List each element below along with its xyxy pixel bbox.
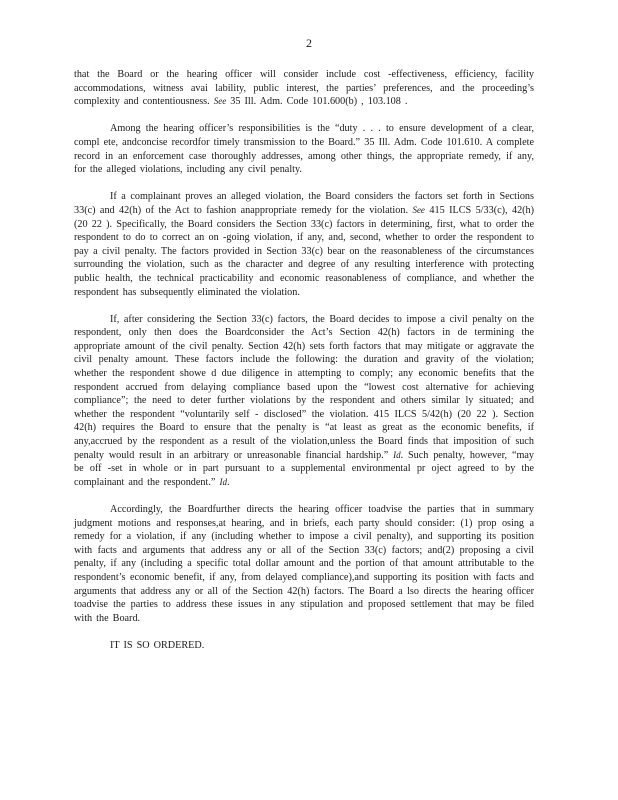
- paragraph-hearing-officer-duty: Among the hearing officer’s responsibilities is the “duty . . . to ensure development of a clear, compl ete, andconcise recordfor timely transmission to the Board.” 35 Ill. Adm. Code 101.610. A complete record in an enforcement case thoroughly addresses, among other things, the appropriate remedy, if any, for the alleged violations, including any civil penalty.: [74, 123, 534, 176]
- citation-id: Id: [393, 449, 401, 460]
- paragraph-hearing-considerations: [74, 68, 534, 109]
- paragraph-directions: Accordingly, the Boardfurther directs the hearing officer toadvise the parties that in summary judgment motions and responses,at hearing, and in briefs, each party should consider: (1) prop osing a remedy for a violation, if any (including whether to impose a civil penalty), and supporting its position with facts and arguments that address any or all of the Section 33(c) factors; and(2) proposing a civil penalty, if any (including a specific total dollar amount and the portion of that amount attributable to the respondent’s economic benefit, if any, from delayed compliance),and supporting its position with facts and arguments that address any or all of the Section 42(h) factors. The Board a lso directs the hearing officer toadvise the parties to address these issues in any stipulation and proposed settlement that may be filed with the Board.: [74, 504, 534, 624]
- paragraph-section-33c: [74, 190, 534, 299]
- page-number: 2: [306, 36, 312, 50]
- paragraph-text: . Such penalty, however, “may be off -set in whole or in part pursuant to a supplemental environmental pr oject agreed to by the complainant and the respondent.”: [74, 449, 535, 488]
- citation-id: Id: [219, 476, 227, 487]
- paragraph-text: 415 ILCS 5/33(c), 42(h) (20 22 ). Specifically, the Board considers the Section 33(c) factors in determining, first, what to order the respondent to do to correct an on -going violation, if any, and, second, whether to order the respondent to pay a civil penalty. The factors provided in Section 33(c) bear on the reasonableness of the circumstances surrounding the violation, such as the character and degree of any resulting interference with protecting public health, the technical practicability and economic reasonableness of compliance, and whether the respondent has subsequently eliminated the violation.: [74, 204, 535, 298]
- paragraph-section-42h: [74, 313, 534, 490]
- citation: 35 Ill. Adm. Code 101.600(b) , 103.108 .: [230, 96, 408, 108]
- citation-signal: See: [213, 96, 227, 107]
- paragraph-text: If, after considering the Section 33(c) factors, the Board decides to impose a civil penalty on the respondent, only then does the Boardconsider the Act’s Section 42(h) factors in de termining the appropriate amount of the civil penalty. Section 42(h) sets forth factors that may mitigate or aggravate the civil penalty amount. These factors include the following: the duration and gravity of the violation; whether the respondent showe d due diligence in attempting to comply; any economic benefits that the respondent accrued from delaying compliance based upon the “lowest cost alternative for achieving compliance”; the need to deter further violations by the respondent and others similar ly situated; and whether the respondent “voluntarily self - disclosed” the violation. 415 ILCS 5/42(h) (20 22 ). Section 42(h) requires the Board to ensure that the penalty is “at least as great as the economic benefits, if any,accrued by the respondent as a result of the violation,unless the Board finds that imposition of such penalty would result in an arbitrary or unreasonable financial hardship.”: [74, 313, 534, 461]
- order-statement: IT IS SO ORDERED.: [110, 639, 205, 651]
- document-body: [74, 68, 534, 666]
- citation-signal: See: [412, 204, 425, 215]
- paragraph-text: that the Board or the hearing officer will consider include cost -effectiveness, efficiency, facility accommodations, witness avai lability, public interest, the parties’ preferences, and the proceeding’s complexity and contentiousness.: [74, 69, 534, 108]
- paragraph-text: .: [226, 476, 230, 488]
- paragraph-text: If a complainant proves an alleged violation, the Board considers the factors set forth in Sections 33(c) and 42(h) of the Act to fashion anappropriate remedy for the violation.: [74, 191, 534, 216]
